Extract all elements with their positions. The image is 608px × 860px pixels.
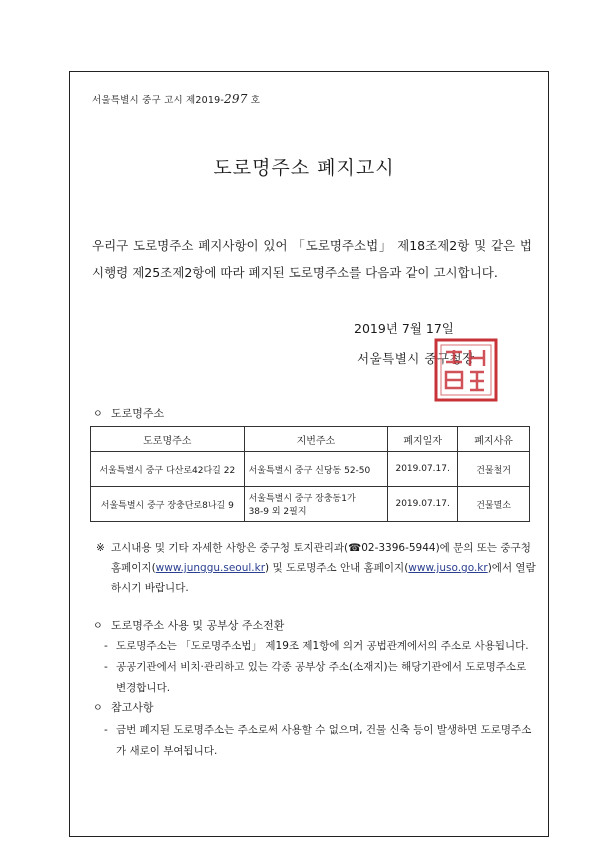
road-address-cell: 서울특별시 중구 다산로42다길 22 xyxy=(91,452,245,487)
item-dash: - xyxy=(104,661,108,673)
reference-note xyxy=(96,538,536,598)
list-item-text: 도로명주소는 「도로명주소법」 제19조 제1항에 의거 공법관계에서의 주소로 사용됩니다. xyxy=(116,640,529,652)
list-item xyxy=(104,720,536,762)
table-header-cell: 폐지사유 xyxy=(458,427,530,452)
issuing-authority: 서울특별시 중구청장 xyxy=(357,351,475,366)
abolition-date-cell: 2019.07.17. xyxy=(388,487,458,522)
official-seal-stamp xyxy=(432,336,500,404)
lot-address-line: 38-9 외 2필지 xyxy=(248,507,307,517)
junggu-homepage-link[interactable]: www.junggu.seoul.kr xyxy=(155,562,266,574)
section-bullet: ㅇ xyxy=(93,409,103,420)
note-text-part: ) 및 도로명주소 안내 홈페이지( xyxy=(265,562,409,574)
section-bullet: ㅇ xyxy=(93,621,103,632)
notice-number-prefix: 서울특별시 중구 고시 제2019- xyxy=(92,95,225,106)
reference-items xyxy=(104,720,536,762)
lot-address-line: 서울특별시 중구 장충동1가 xyxy=(248,494,356,504)
table-header-row xyxy=(91,427,530,452)
section-heading: 도로명주소 xyxy=(111,407,165,420)
section-heading: 참고사항 xyxy=(111,701,154,714)
abolition-date-cell: 2019.07.17. xyxy=(388,452,458,487)
item-dash: - xyxy=(104,724,108,736)
note-mark: ※ xyxy=(96,542,105,554)
abolition-reason-cell: 건물멸소 xyxy=(458,487,530,522)
section-heading: 도로명주소 사용 및 공부상 주소전환 xyxy=(111,619,285,632)
lot-address-line: 서울특별시 중구 신당동 52-50 xyxy=(248,465,371,476)
road-address-cell: 서울특별시 중구 장충단로8나길 9 xyxy=(91,487,245,522)
list-item-text: 공공기관에서 비치·관리하고 있는 각종 공부상 주소(소재지)는 해당기관에서 도로명주소로 변경합니다. xyxy=(116,661,527,694)
road-address-table xyxy=(90,426,530,522)
notice-number-handwritten: 297 xyxy=(224,92,248,106)
section-road-address xyxy=(93,405,164,421)
table-header-cell: 도로명주소 xyxy=(91,427,245,452)
notice-number-suffix: 호 xyxy=(250,95,261,106)
section-address-transition xyxy=(93,617,284,633)
table-row xyxy=(91,487,530,522)
table-header-cell: 지번주소 xyxy=(244,427,388,452)
section-reference xyxy=(93,699,154,715)
notice-date: 2019년 7월 17일 xyxy=(354,321,454,336)
note-text-part: )에서 열람하시기 바랍니다. xyxy=(111,562,536,594)
note-text-part: 고시내용 및 기타 자세한 사항은 중구청 토지관리과(☎02-3396-5944)에 문의 또는 중구청 홈페이지( xyxy=(111,542,531,574)
table-row xyxy=(91,452,530,487)
list-item xyxy=(104,657,536,699)
list-item xyxy=(104,636,536,657)
notice-number xyxy=(92,92,260,106)
lot-address-cell xyxy=(244,487,388,522)
abolition-reason-cell: 건물철거 xyxy=(458,452,530,487)
list-item-text: 금번 폐지된 도로명주소는 주소로써 사용할 수 없으며, 건물 신축 등이 발생하면 도로명주소가 새로이 부여됩니다. xyxy=(116,724,532,757)
item-dash: - xyxy=(104,640,108,652)
note-text xyxy=(111,538,536,598)
table-header-cell: 폐지일자 xyxy=(388,427,458,452)
body-paragraph-text: 우리구 도로명주소 폐지사항이 있어 「도로명주소법」 제18조제2항 및 같은 법 시행령 제25조제2항에 따라 폐지된 도로명주소를 다음과 같이 고시합니다. xyxy=(92,238,532,280)
transition-items xyxy=(104,636,536,699)
section-bullet: ㅇ xyxy=(93,703,103,714)
juso-homepage-link[interactable]: www.juso.go.kr xyxy=(408,562,488,574)
document-title: 도로명주소 폐지고시 xyxy=(213,157,395,179)
body-paragraph xyxy=(92,232,532,286)
lot-address-cell xyxy=(244,452,388,487)
